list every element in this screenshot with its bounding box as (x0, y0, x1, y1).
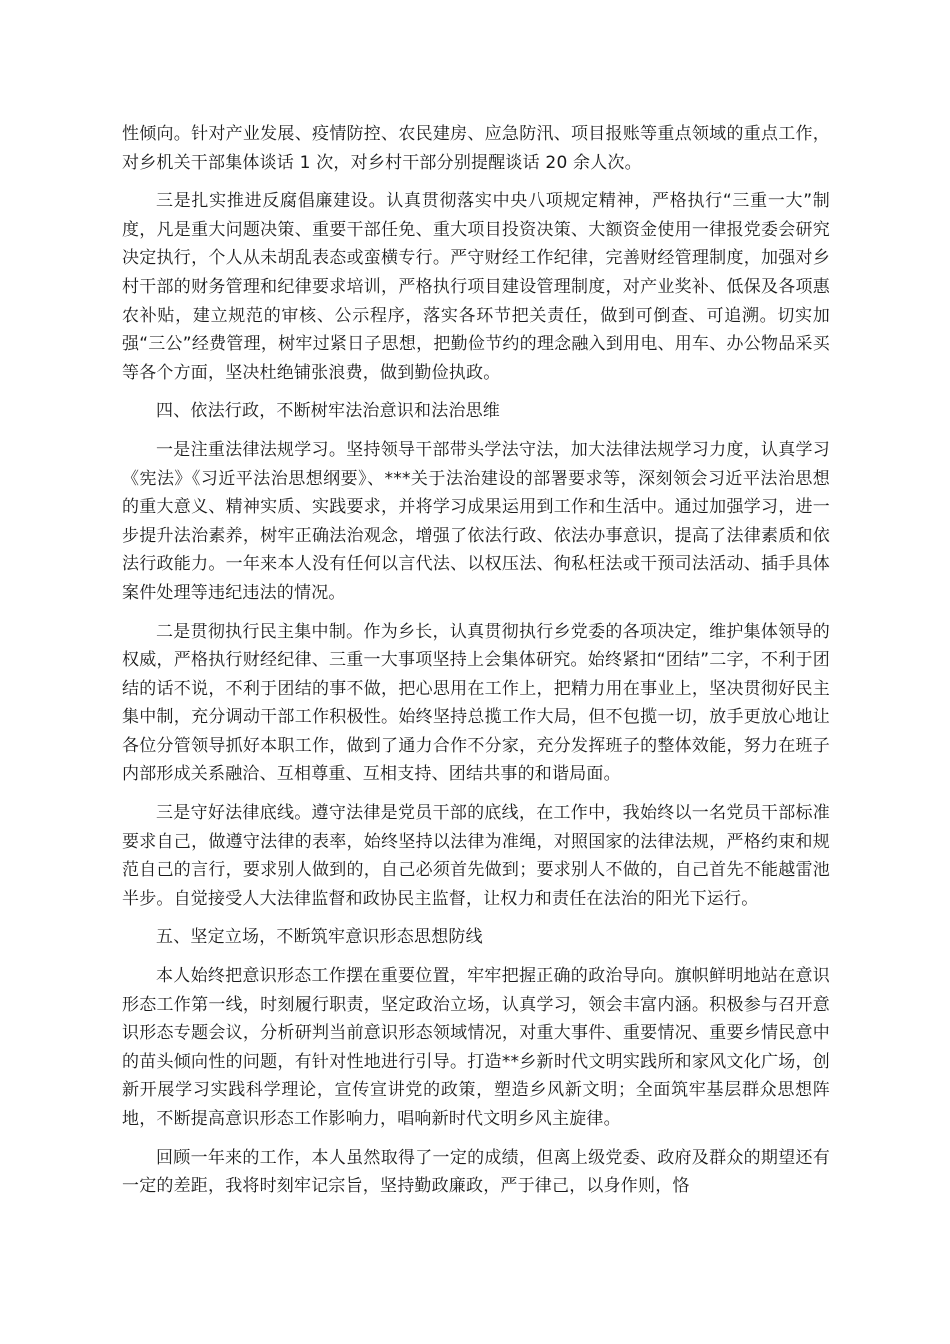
paragraph-legal-bottom-line: 三是守好法律底线。遵守法律是党员干部的底线，在工作中，我始终以一名党员干部标准要求自己，做遵守法律的表率，始终坚持以法律为准绳，对照国家的法律法规，严格约束和规范自己的言行，要求别人做到的，自己必须首先做到；要求别人不做的，自己首先不能越雷池半步。自觉接受人大法律监督和政协民主监督，让权力和责任在法治的阳光下运行。 (122, 803, 830, 909)
paragraph-anti-corruption: 三是扎实推进反腐倡廉建设。认真贯彻落实中央八项规定精神，严格执行“三重一大”制度，凡是重大问题决策、重要干部任免、重大项目投资决策、大额资金使用一律报党委会研究决定执行，个人从未胡乱表态或蛮横专行。严守财经工作纪律，完善财经管理制度，加强对乡村干部的财务管理和纪律要求培训，严格执行项目建设管理制度，对产业奖补、低保及各项惠农补贴，建立规范的审核、公示程序，落实各环节把关责任，做到可倒查、可追溯。切实加强“三公”经费管理，树牢过紧日子思想，把勤俭节约的理念融入到用电、用车、办公物品采买等各个方面，坚决杜绝铺张浪费，做到勤俭执政。 (122, 191, 830, 383)
paragraph-review: 回顾一年来的工作，本人虽然取得了一定的成绩，但离上级党委、政府及群众的期望还有一定的差距，我将时刻牢记宗旨，坚持勤政廉政，严于律己，以身作则，恪 (122, 1147, 830, 1197)
paragraph-ideology-work: 本人始终把意识形态工作摆在重要位置，牢牢把握正确的政治导向。旗帜鲜明地站在意识形态工作第一线，时刻履行职责，坚定政治立场，认真学习，领会丰富内涵。积极参与召开意识形态专题会议，分析研判当前意识形态领域情况，对重大事件、重要情况、重要乡情民意中的苗头倾向性的问题，有针对性地进行引导。打造**乡新时代文明实践所和家风文化广场，创新开展学习实践科学理论，宣传宣讲党的政策，塑造乡风新文明；全面筑牢基层群众思想阵地，不断提高意识形态工作影响力，唱响新时代文明乡风主旋律。 (122, 966, 830, 1129)
section-heading-rule-of-law: 四、依法行政，不断树牢法治意识和法治思维 (156, 401, 500, 422)
paragraph-law-study: 一是注重法律法规学习。坚持领导干部带头学法守法，加大法律法规学习力度，认真学习《宪法》《习近平法治思想纲要》、***关于法治建设的部署要求等，深刻领会习近平法治思想的重大意义、精神实质、实践要求，并将学习成果运用到工作和生活中。通过加强学习，进一步提升法治素养，树牢正确法治观念，增强了依法行政、依法办事意识，提高了法律素质和依法行政能力。一年来本人没有任何以言代法、以权压法、徇私枉法或干预司法活动、插手具体案件处理等违纪违法的情况。 (122, 439, 830, 603)
paragraph-continuation: 性倾向。针对产业发展、疫情防控、农民建房、应急防汛、项目报账等重点领域的重点工作，对乡机关干部集体谈话 1 次，对乡村干部分别提醒谈话 20 余人次。 (122, 124, 830, 173)
paragraph-democratic-centralism: 二是贯彻执行民主集中制。作为乡长，认真贯彻执行乡党委的各项决定，维护集体领导的权威，严格执行财经纪律、三重一大事项坚持上会集体研究。始终紧扣“团结”二字，不利于团结的话不说，不利于团结的事不做，把心思用在工作上，把精力用在事业上，坚决贯彻好民主集中制，充分调动干部工作积极性。始终坚持总揽工作大局，但不包揽一切，放手更放心地让各位分管领导抓好本职工作，做到了通力合作不分家，充分发挥班子的整体效能，努力在班子内部形成关系融洽、互相尊重、互相支持、团结共事的和谐局面。 (122, 621, 830, 785)
document-body (122, 120, 830, 1211)
section-heading-ideology: 五、坚定立场，不断筑牢意识形态思想防线 (156, 927, 483, 948)
